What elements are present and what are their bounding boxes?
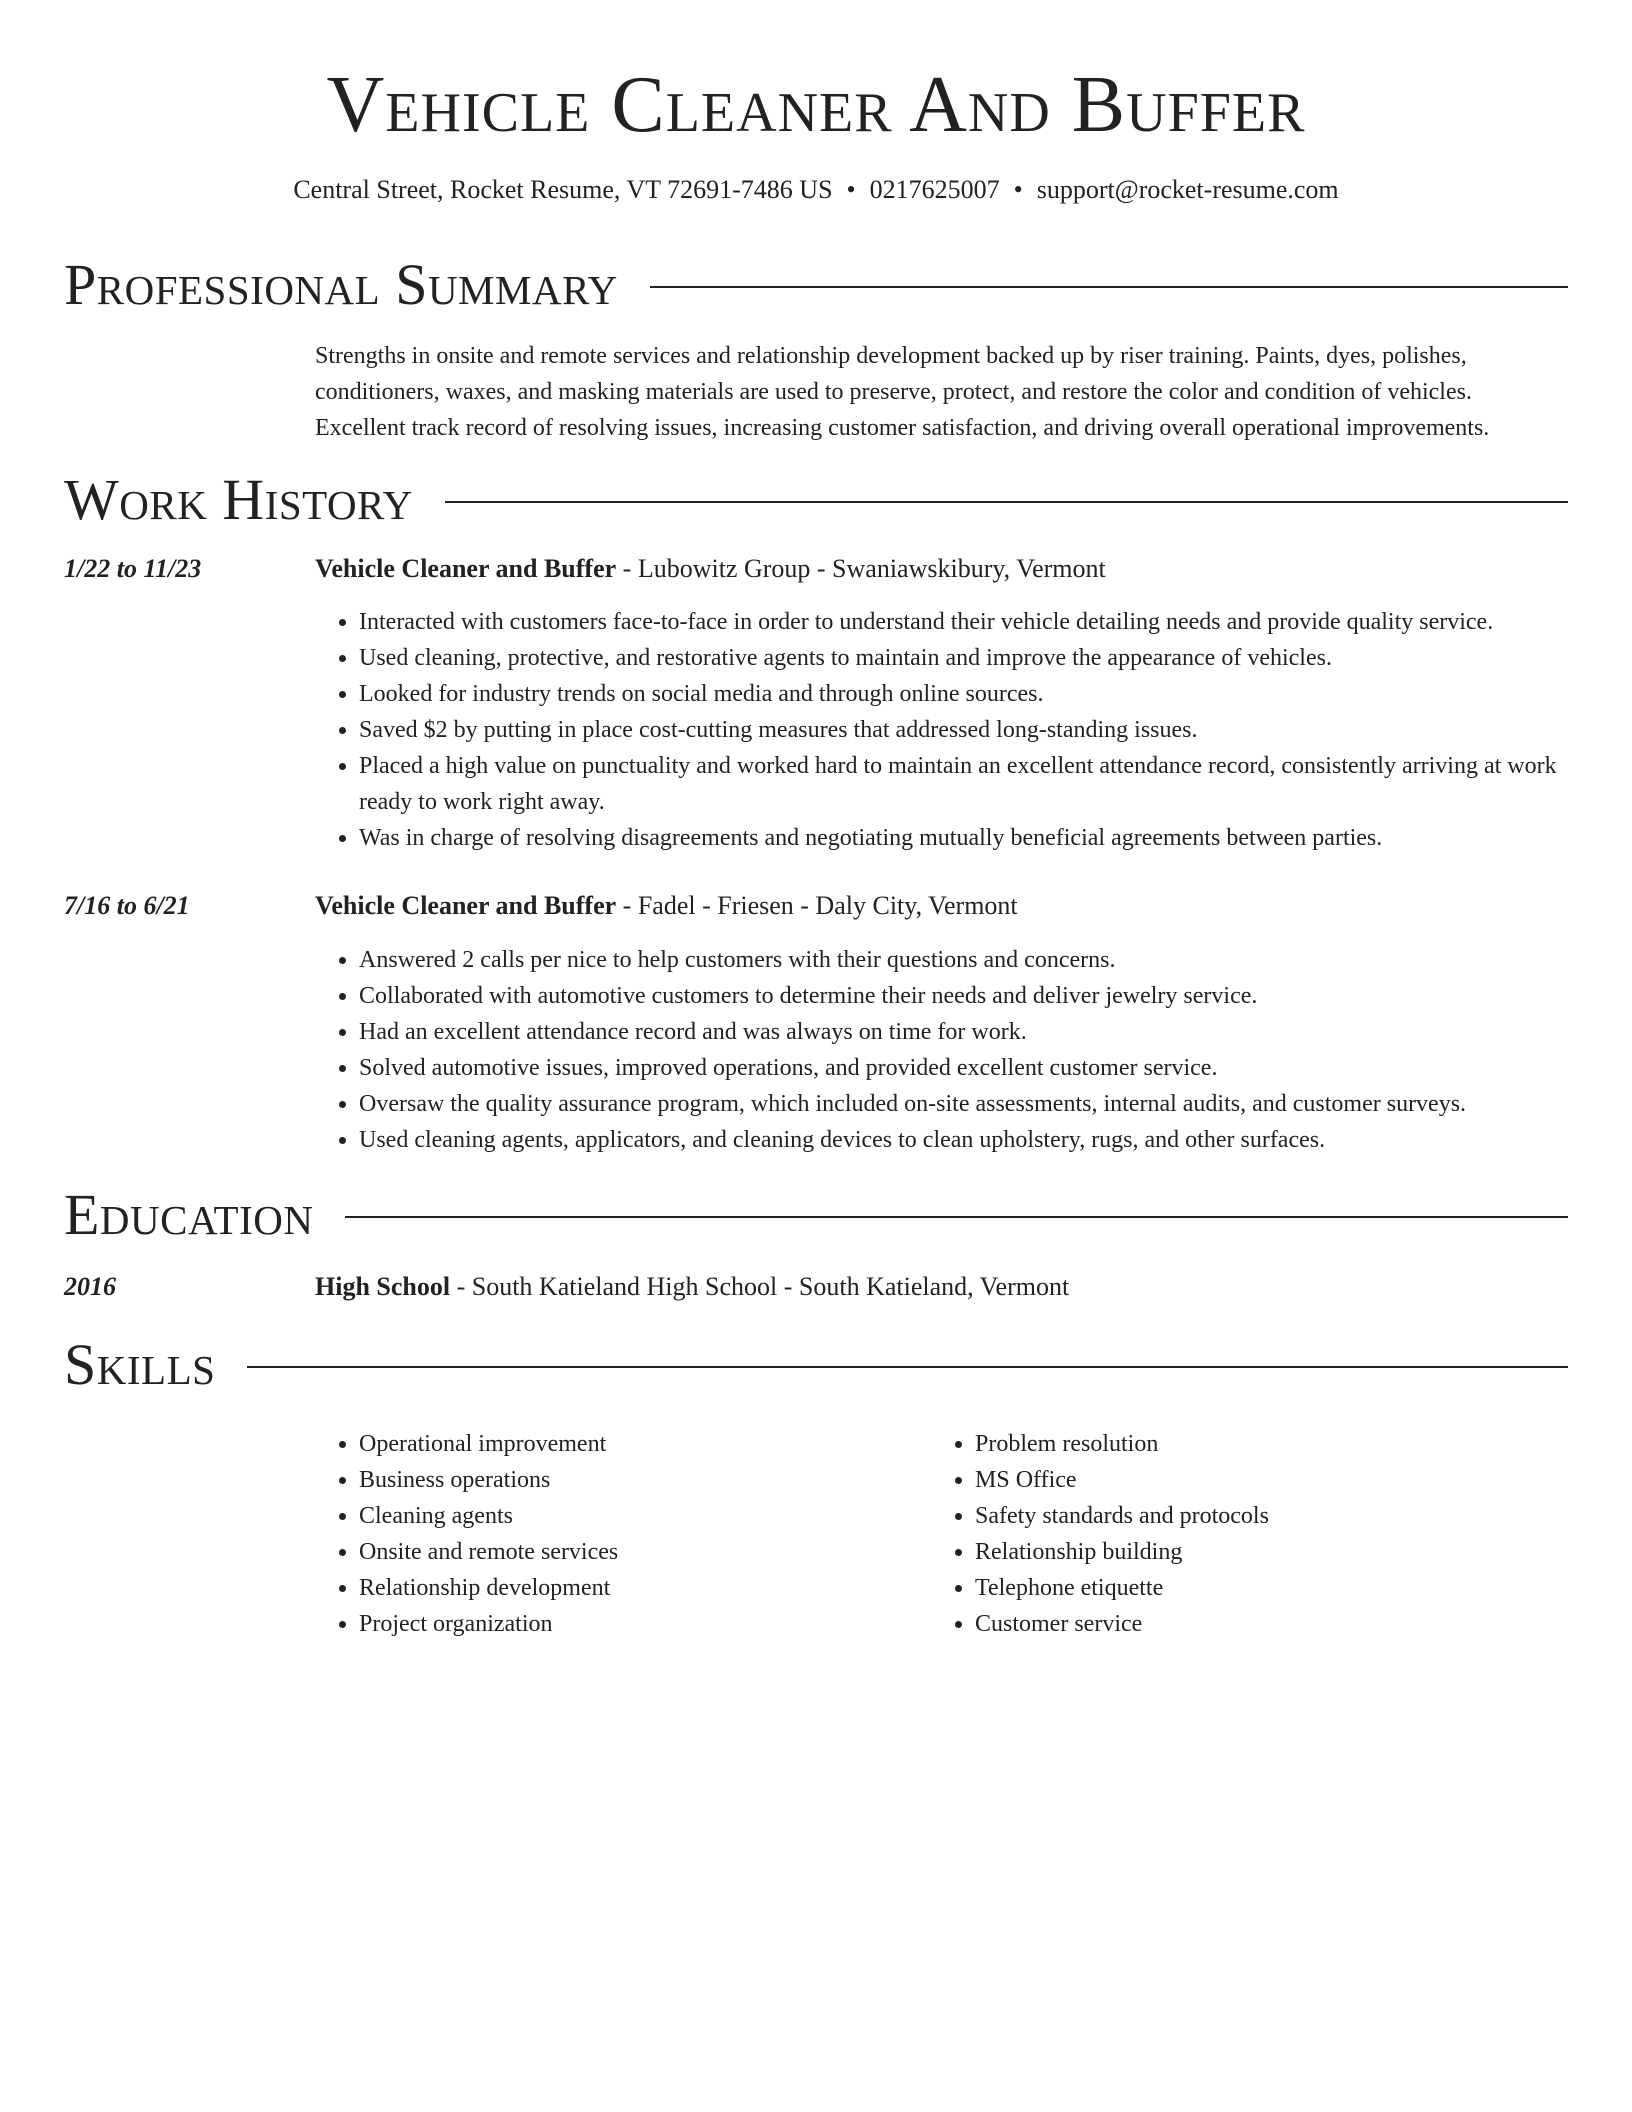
skill-item: • Cleaning agents — [359, 1498, 919, 1534]
list-item: • Solved automotive issues, improved operations, and provided excellent customer service. — [359, 1050, 1568, 1086]
skill-item: • Customer service — [975, 1606, 1595, 1642]
list-item: • Placed a high value on punctuality and worked hard to maintain an excellent attendance record, consistently arriving at work ready to work right away. — [359, 748, 1568, 820]
job-details: - Fadel - Friesen - Daly City, Vermont — [616, 891, 1018, 920]
section-divider — [247, 1366, 1568, 1368]
job-details: - Lubowitz Group - Swaniawskibury, Vermont — [616, 554, 1106, 583]
skill-item: • Relationship development — [359, 1570, 919, 1606]
job-title-line — [315, 551, 1568, 587]
job-bullets — [315, 942, 1568, 1158]
job-role: Vehicle Cleaner and Buffer — [315, 554, 617, 583]
summary-section-title: Professional Summary — [64, 252, 618, 317]
skill-item: • Onsite and remote services — [359, 1534, 919, 1570]
contact-phone: 0217625007 — [869, 175, 1000, 204]
education-year: 2016 — [64, 1272, 116, 1301]
education-details: - South Katieland High School - South Katieland, Vermont — [450, 1272, 1070, 1301]
skill-item: • Safety standards and protocols — [975, 1498, 1595, 1534]
list-item: • Interacted with customers face-to-face in order to understand their vehicle detailing needs and provide quality service. — [359, 604, 1568, 640]
skills-section-heading — [64, 1330, 1568, 1400]
education-section-title: Education — [64, 1182, 314, 1247]
work-section-title: Work History — [64, 467, 413, 532]
job-bullets — [315, 604, 1568, 856]
skills-list-left — [315, 1426, 919, 1642]
education-degree: High School — [315, 1272, 451, 1301]
skill-item: • Telephone etiquette — [975, 1570, 1595, 1606]
job-dates: 7/16 to 6/21 — [64, 891, 190, 920]
contact-separator: • — [846, 175, 856, 204]
section-divider — [650, 286, 1568, 288]
contact-line — [0, 173, 1632, 207]
job-title-line — [315, 888, 1568, 924]
list-item: • Had an excellent attendance record and was always on time for work. — [359, 1014, 1568, 1050]
list-item: • Used cleaning agents, applicators, and cleaning devices to clean upholstery, rugs, and other surfaces. — [359, 1122, 1568, 1158]
education-section-heading — [64, 1180, 1568, 1250]
education-line — [315, 1269, 1568, 1305]
list-item: • Used cleaning, protective, and restorative agents to maintain and improve the appearance of vehicles. — [359, 640, 1568, 676]
job-dates: 1/22 to 11/23 — [64, 554, 202, 583]
summary-text: Strengths in onsite and remote services and relationship development backed up by riser training. Paints, dyes, polishes, conditioners, waxes, and masking materials are used to preserve, protect, and restore the color and condition of vehicles. Excellent track record of resolving issues, increasing customer satisfaction, and driving overall operational improvements. — [315, 343, 1490, 441]
list-item: • Was in charge of resolving disagreements and negotiating mutually beneficial agreements between parties. — [359, 820, 1568, 856]
section-divider — [445, 501, 1568, 503]
section-divider — [345, 1216, 1568, 1218]
skill-item: • Problem resolution — [975, 1426, 1595, 1462]
contact-separator: • — [1013, 175, 1023, 204]
work-section-heading — [64, 465, 1568, 535]
skill-item: • Project organization — [359, 1606, 919, 1642]
list-item: • Looked for industry trends on social media and through online sources. — [359, 676, 1568, 712]
contact-address: Central Street, Rocket Resume, VT 72691-7486 US — [293, 175, 833, 204]
summary-section-heading — [64, 250, 1568, 320]
candidate-name: Vehicle Cleaner And Buffer — [326, 61, 1306, 149]
list-item: • Answered 2 calls per nice to help customers with their questions and concerns. — [359, 942, 1568, 978]
skill-item: • Relationship building — [975, 1534, 1595, 1570]
skill-item: • MS Office — [975, 1462, 1595, 1498]
list-item: • Saved $2 by putting in place cost-cutting measures that addressed long-standing issues. — [359, 712, 1568, 748]
skill-item: • Operational improvement — [359, 1426, 919, 1462]
contact-email[interactable]: support@rocket-resume.com — [1036, 175, 1339, 204]
list-item: • Oversaw the quality assurance program, which included on-site assessments, internal audits, and customer surveys. — [359, 1086, 1568, 1122]
list-item: • Collaborated with automotive customers to determine their needs and deliver jewelry service. — [359, 978, 1568, 1014]
skills-list-right — [931, 1426, 1595, 1642]
skill-item: • Business operations — [359, 1462, 919, 1498]
skills-section-title: Skills — [64, 1332, 216, 1397]
job-role: Vehicle Cleaner and Buffer — [315, 891, 617, 920]
